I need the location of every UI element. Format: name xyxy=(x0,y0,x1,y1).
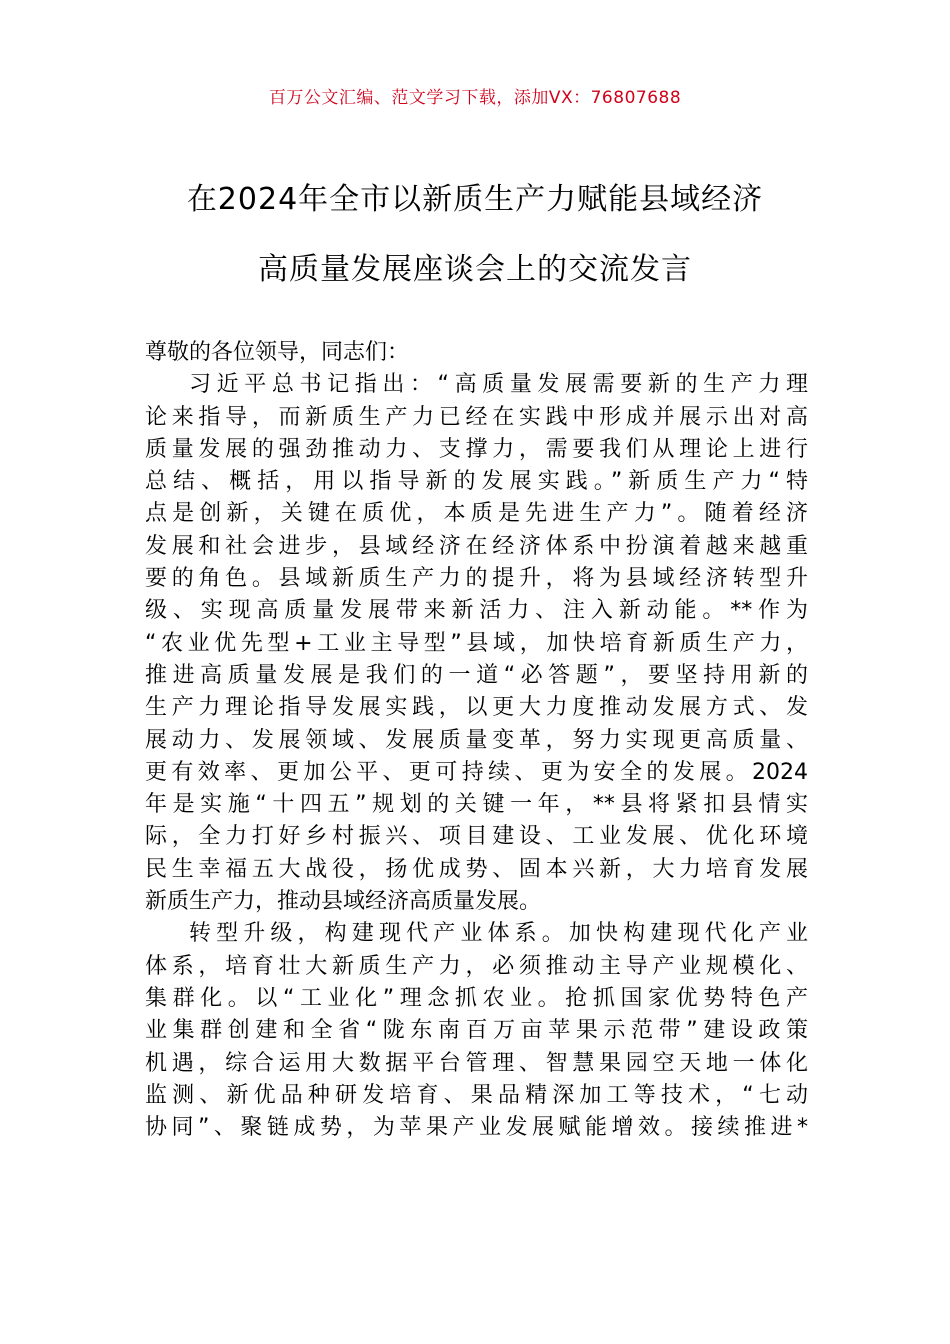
document-title-line-2: 高质量发展座谈会上的交流发言 xyxy=(258,252,692,287)
body-line: 新质生产力，推动县域经济高质量发展。 xyxy=(145,889,542,915)
body-line: 更有效率、更加公平、更可持续、更为安全的发展。2024 xyxy=(145,759,808,785)
body-line: 体系，培育壮大新质生产力，必须推动主导产业规模化、 xyxy=(145,953,808,979)
body-line: 集群化。以“工业化”理念抓农业。抢抓国家优势特色产 xyxy=(145,985,808,1011)
body-line: 展动力、发展领域、发展质量变革，努力实现更高质量、 xyxy=(145,727,808,753)
body-line: 推进高质量发展是我们的一道“必答题”，要坚持用新的 xyxy=(145,662,808,688)
body-line: 转型升级，构建现代产业体系。加快构建现代化产业 xyxy=(189,921,808,947)
body-line: 总结、概括，用以指导新的发展实践。”新质生产力“特 xyxy=(145,469,808,495)
body-line: 协同”、聚链成势，为苹果产业发展赋能增效。接续推进* xyxy=(145,1115,808,1141)
body-line: 质量发展的强劲推动力、支撑力，需要我们从理论上进行 xyxy=(145,436,808,462)
body-line: 机遇，综合运用大数据平台管理、智慧果园空天地一体化 xyxy=(145,1050,808,1076)
body-line: 点是创新，关键在质优，本质是先进生产力”。随着经济 xyxy=(145,501,808,527)
body-line: 际，全力打好乡村振兴、项目建设、工业发展、优化环境 xyxy=(145,824,808,850)
body-line: 年是实施“十四五”规划的关键一年，**县将紧扣县情实 xyxy=(145,792,808,818)
header-banner: 百万公文汇编、范文学习下载，添加VX：76807688 xyxy=(268,88,682,108)
document-body xyxy=(145,337,808,1144)
document-title-line-1: 在2024年全市以新质生产力赋能县域经济 xyxy=(186,182,764,217)
body-line: 业集群创建和全省“陇东南百万亩苹果示范带”建设政策 xyxy=(145,1018,808,1044)
body-line: 习近平总书记指出：“高质量发展需要新的生产力理 xyxy=(189,372,808,398)
body-line: 生产力理论指导发展实践，以更大力度推动发展方式、发 xyxy=(145,695,808,721)
salutation: 尊敬的各位领导，同志们： xyxy=(145,340,410,365)
body-line: 级、实现高质量发展带来新活力、注入新动能。**作为 xyxy=(145,598,808,624)
body-line: 监测、新优品种研发培育、果品精深加工等技术，“七动 xyxy=(145,1082,808,1108)
body-line: “农业优先型+工业主导型”县域，加快培育新质生产力， xyxy=(145,630,808,656)
body-line: 要的角色。县域新质生产力的提升，将为县域经济转型升 xyxy=(145,566,808,592)
body-line: 论来指导，而新质生产力已经在实践中形成并展示出对高 xyxy=(145,404,808,430)
body-line: 民生幸福五大战役，扬优成势、固本兴新，大力培育发展 xyxy=(145,856,808,882)
body-line: 发展和社会进步，县域经济在经济体系中扮演着越来越重 xyxy=(145,533,808,559)
